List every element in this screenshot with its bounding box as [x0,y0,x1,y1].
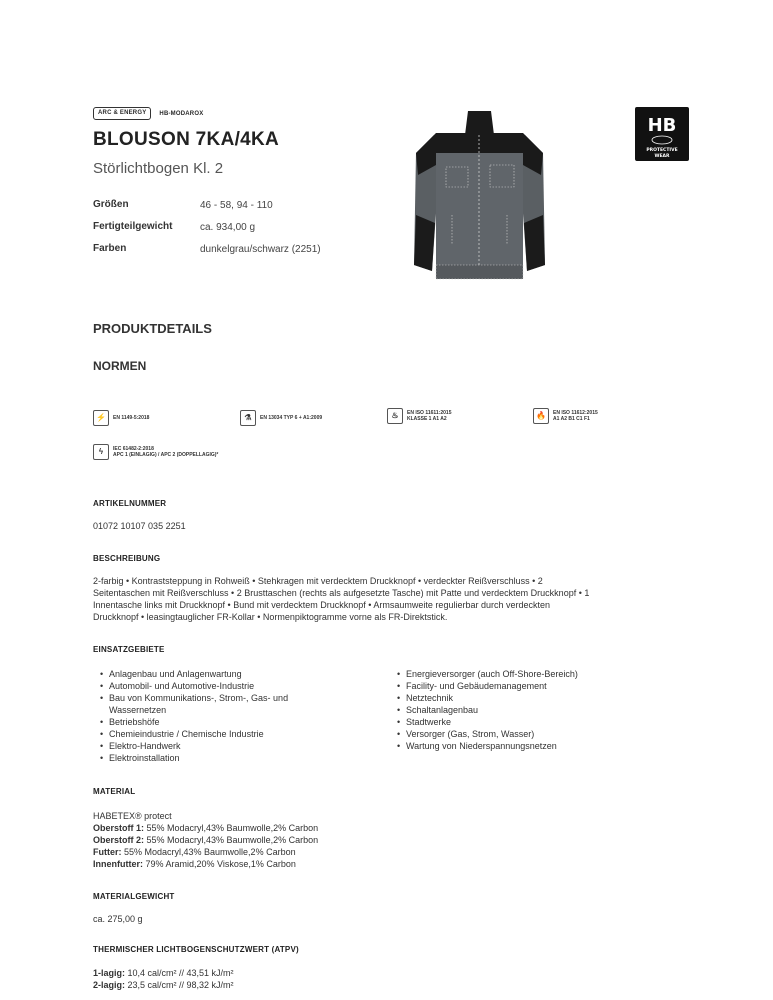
normen-heading: NORMEN [93,359,147,373]
list-item: • Bau von Kommunikations-, Strom-, Gas- und Wassernetzen [109,692,329,716]
norm-item [240,410,322,426]
shield-icon: ⚡ [93,410,109,426]
material-row [93,834,318,846]
flame-icon: ♨ [387,408,403,424]
einsatzgebiete-right-list [396,668,696,752]
atpv-label: 2-lagig: [93,980,126,990]
norm-text: EN 13034 TYP 6 + A1:2009 [260,415,323,421]
beschreibung-text [93,575,693,623]
arc-icon: ϟ [93,444,109,460]
material-block [93,810,318,870]
fire-icon: 🔥 [533,408,549,424]
atpv-block [93,967,234,991]
spec-label-sizes: Größen [93,199,129,210]
materialgewicht-heading: MATERIALGEWICHT [93,892,175,901]
einsatzgebiete-left-list [99,668,339,764]
spec-value-sizes: 46 - 58, 94 - 110 [200,200,273,211]
beschreibung-line: Druckknopf • leasingtauglicher FR-Kollar • Normenpiktogramme vorne als FR-Direktstick. [93,612,448,622]
list-item: • Chemieindustrie / Chemische Industrie [109,728,339,740]
chemical-icon: ⚗ [240,410,256,426]
svg-text:PROTECTIVE: PROTECTIVE [646,148,678,153]
norm-item [387,408,451,424]
list-item: • Betriebshöfe [109,716,339,728]
product-subtitle: Störlichtbogen Kl. 2 [93,160,224,177]
material-label: Oberstoff 1: [93,823,145,833]
material-heading: MATERIAL [93,787,136,796]
header-badges [93,107,203,120]
spec-label-weight: Fertigteilgewicht [93,221,173,232]
svg-text:HB: HB [647,115,677,136]
artikelnummer-heading: ARTIKELNUMMER [93,499,167,508]
list-item: • Versorger (Gas, Strom, Wasser) [406,728,696,740]
artikelnummer-value: 01072 10107 035 2251 [93,521,186,531]
product-title: BLOUSON 7KA/4KA [93,129,280,150]
beschreibung-line: 2-farbig • Kontraststeppung in Rohweiß • Stehkragen mit verdecktem Druckknopf • verdeckter Reißverschluss • 2 [93,576,543,586]
norm-item [93,444,218,460]
material-label: Innenfutter: [93,859,143,869]
list-item: • Facility- und Gebäudemanagement [406,680,696,692]
beschreibung-line: Innentasche links mit Druckknopf • Bund mit verdecktem Druckknopf • Armsaumweite regulierbar durch verdeckten [93,600,550,610]
atpv-value: 23,5 cal/cm² // 98,32 kJ/m² [125,980,234,990]
norm-text: EN ISO 11611:2015 KLASSE 1 A1 A2 [407,410,452,422]
norm-text: IEC 61482-2:2018 APC 1 (EINLAGIG) / APC 2 (DOPPELLAGIG)* [113,446,219,458]
material-row [93,858,318,870]
list-item: • Elektro-Handwerk [109,740,339,752]
svg-text:WEAR: WEAR [654,154,670,159]
norm-text: EN 1149-5:2018 [113,415,150,421]
norm-item [533,408,598,424]
list-item: • Schaltanlagenbau [406,704,696,716]
produktdetails-heading: PRODUKTDETAILS [93,321,212,336]
list-item: • Netztechnik [406,692,696,704]
einsatzgebiete-heading: EINSATZGEBIETE [93,645,165,654]
norm-text: EN ISO 11612:2015 A1 A2 B1 C1 F1 [553,410,598,422]
material-value: 55% Modacryl,43% Baumwolle,2% Carbon [144,835,319,845]
atpv-label: 1-lagig: [93,968,126,978]
category-badge: ARC & ENERGY [93,107,151,120]
list-item: • Stadtwerke [406,716,696,728]
list-item: • Anlagenbau und Anlagenwartung [109,668,339,680]
atpv-heading: THERMISCHER LICHTBOGENSCHUTZWERT (ATPV) [93,945,299,954]
spec-value-colors: dunkelgrau/schwarz (2251) [200,244,321,255]
atpv-row [93,967,234,979]
atpv-value: 10,4 cal/cm² // 43,51 kJ/m² [125,968,234,978]
list-item: • Automobil- und Automotive-Industrie [109,680,339,692]
beschreibung-line: Seitentaschen mit Reißverschluss • 2 Brusttaschen (rechts als aufgesetzte Tasche) mit Patte und verdecktem Druckknopf • 1 [93,588,590,598]
material-row [93,846,318,858]
beschreibung-heading: BESCHREIBUNG [93,554,161,563]
atpv-row [93,979,234,991]
spec-value-weight: ca. 934,00 g [200,222,256,233]
material-value: 79% Aramid,20% Viskose,1% Carbon [143,859,296,869]
product-image [412,105,547,283]
list-item: • Energieversorger (auch Off-Shore-Bereich) [406,668,696,680]
materialgewicht-value: ca. 275,00 g [93,914,143,924]
brand-logo [635,107,689,161]
material-value: 55% Modacryl,43% Baumwolle,2% Carbon [144,823,319,833]
norm-item [93,410,149,426]
material-label: Oberstoff 2: [93,835,145,845]
material-row [93,822,318,834]
spec-label-colors: Farben [93,243,127,254]
material-label: Futter: [93,847,122,857]
material-value: 55% Modacryl,43% Baumwolle,2% Carbon [121,847,296,857]
product-code: HB-MODAROX [159,110,204,117]
list-item: • Elektroinstallation [109,752,339,764]
material-brand: HABETEX® protect [93,811,172,821]
list-item: • Wartung von Niederspannungsnetzen [406,740,696,752]
